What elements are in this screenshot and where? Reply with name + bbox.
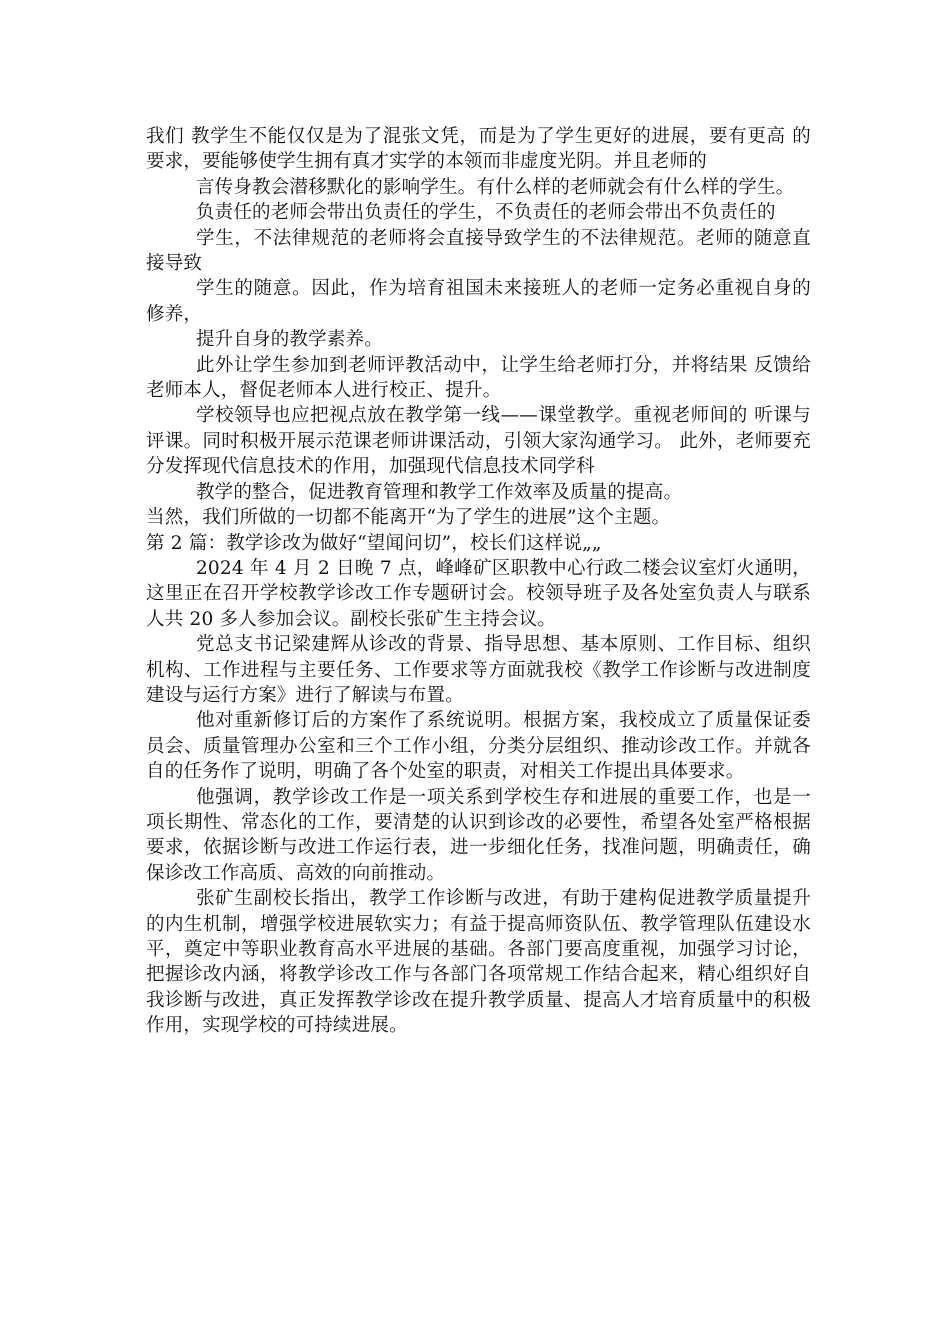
paragraph-2: 言传身教会潜移默化的影响学生。有什么样的老师就会有什么样的学生。 (195, 176, 795, 198)
paragraph-5: 学生的随意。因此，作为培育祖国未来接班人的老师一定务必重视自身的修养， (146, 278, 811, 325)
section-heading: 第 2 篇：教学诊改为做好“望闻问切”，校长们这样说„„ (146, 532, 602, 554)
paragraph-1: 我们 教学生不能仅仅是为了混张文凭，而是为了学生更好的进展，要有更高 的要求，要能够使学生拥有真才实学的本领而非虚度光阴。并且老师的 (146, 126, 811, 173)
paragraph-14: 他对重新修订后的方案作了系统说明。根据方案，我校成立了质量保证委员会、质量管理办公室和三个工作小组，分类分层组织、推动诊改工作。并就各自的任务作了说明，明确了各个处室的职责，对相关工作提出具体要求。 (146, 710, 811, 783)
paragraph-15: 他强调，教学诊改工作是一项关系到学校生存和进展的重要工作，也是一项长期性、常态化的工作，要清楚的认识到诊改的必要性，希望各处室严格根据要求，依据诊断与改进工作运行表，进一步细化任务，找准问题，明确责任，确保诊改工作高质、高效的向前推动。 (146, 786, 811, 884)
document-body (146, 124, 811, 1039)
paragraph-12: 2024 年 4 月 2 日晚 7 点，峰峰矿区职教中心行政二楼会议室灯火通明，这里正在召开学校教学诊改工作专题研讨会。校领导班子及各处室负责人与联系人共 20 多人参加会议。副校长张矿生主持会议。 (146, 557, 811, 630)
paragraph-3: 负责任的老师会带出负责任的学生，不负责任的老师会带出不负责任的 (195, 202, 776, 224)
paragraph-7: 此外让学生参加到老师评教活动中，让学生给老师打分，并将结果 反馈给老师本人，督促老师本人进行校正、提升。 (146, 354, 811, 402)
paragraph-8: 学校领导也应把视点放在教学第一线——课堂教学。重视老师间的 听课与评课。同时积极开展示范课老师讲课活动，引领大家沟通学习。 此外，老师要充分发挥现代信息技术的作用，加强现代信息技术同学科 (146, 405, 811, 478)
paragraph-16: 张矿生副校长指出，教学工作诊断与改进，有助于建构促进教学质量提升的内生机制，增强学校进展软实力；有益于提高师资队伍、教学管理队伍建设水平，奠定中等职业教育高水平进展的基础。各部门要高度重视，加强学习讨论，把握诊改内涵，将教学诊改工作与各部门各项常规工作结合起来，精心组织好自我诊断与改进，真正发挥教学诊改在提升教学质量、提高人才培育质量中的积极作用，实现学校的可持续进展。 (146, 888, 811, 1037)
paragraph-4: 学生，不法律规范的老师将会直接导致学生的不法律规范。老师的随意直接导致 (146, 227, 811, 275)
paragraph-6: 提升自身的教学素养。 (195, 329, 383, 351)
paragraph-9: 教学的整合，促进教育管理和教学工作效率及质量的提高。 (195, 481, 683, 503)
paragraph-13: 党总支书记梁建辉从诊改的背景、指导思想、基本原则、工作目标、组织机构、工作进程与主要任务、工作要求等方面就我校《教学工作诊断与改进制度建设与运行方案》进行了解读与布置。 (146, 634, 811, 706)
paragraph-10: 当然，我们所做的一切都不能离开“为了学生的进展”这个主题。 (146, 507, 671, 529)
